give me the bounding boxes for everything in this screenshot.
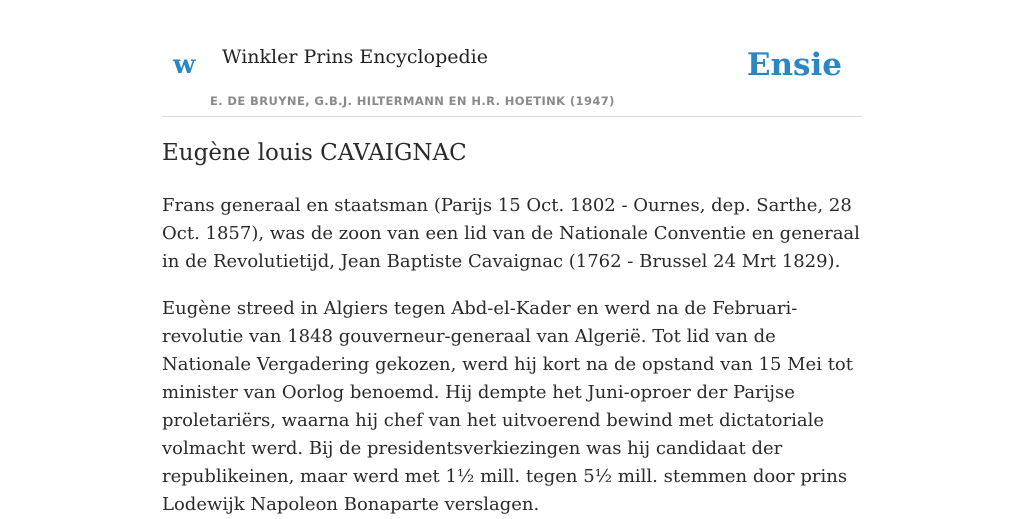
article-paragraph-2: Eugène streed in Algiers tegen Abd-el-Kader en werd na de Februari-revolutie van 1848 gouverneur-generaal van Algerië. Tot lid van de Nationale Vergadering gekozen, werd hij kort na de opstand van 15 Mei tot minister van Oorlog benoemd. Hij dempte het Juni-oproer der Parijse proletariërs, waarna hij chef van het uitvoerend bewind met dictatoriale volmacht werd. Bij de presidentsverkiezingen was hij candidaat der republikeinen, maar werd met 1½ mill. tegen 5½ mill. stemmen door prins Lodewijk Napoleon Bonaparte verslagen. [162, 298, 853, 515]
article-paragraph-1: Frans generaal en staatsman (Parijs 15 Oct. 1802 - Ournes, dep. Sarthe, 28 Oct. 1857), was de zoon van een lid van de Nationale Conventie en generaal in de Revolutietijd, Jean Baptiste Cavaignac (1762 - Brussel 24 Mrt 1829). [162, 195, 860, 272]
site-logo-icon[interactable]: w [173, 50, 196, 80]
site-header [162, 0, 862, 117]
authors-credit: E. DE BRUYNE, G.B.J. HILTERMANN EN H.R. HOETINK (1947) [210, 94, 615, 108]
article-title: Eugène louis CAVAIGNAC [162, 140, 467, 166]
site-title-link[interactable]: Winkler Prins Encyclopedie [222, 46, 488, 68]
ensie-brand-logo[interactable]: Ensie [746, 47, 842, 83]
page-container [162, 0, 862, 515]
